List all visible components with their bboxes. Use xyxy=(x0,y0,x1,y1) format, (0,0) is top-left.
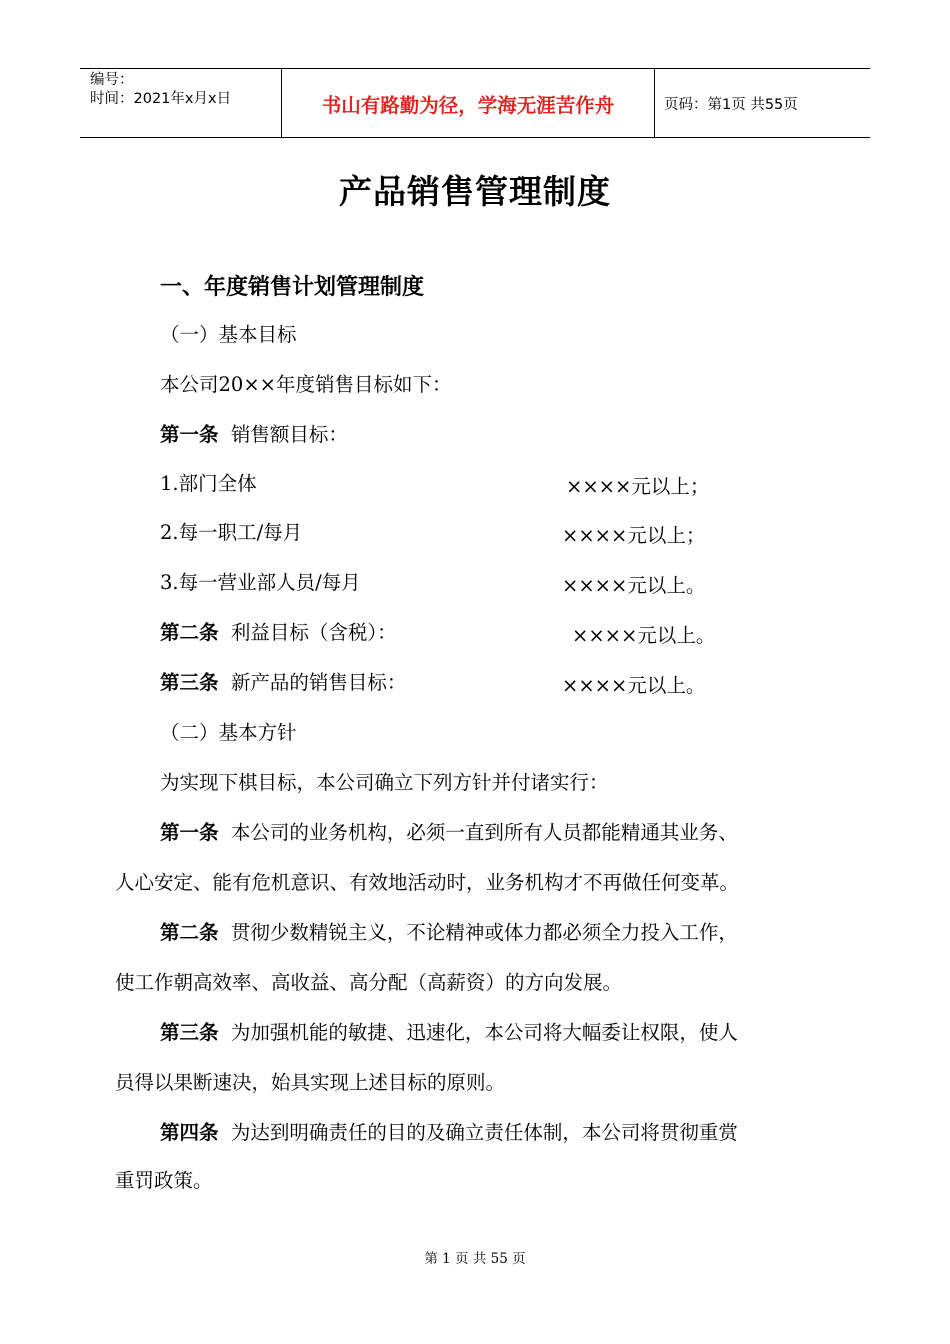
item-right: ××××元以上； xyxy=(562,524,706,547)
article-3-target: ××××元以上。 xyxy=(562,674,706,697)
item-left: 2.每一职工/每月 xyxy=(160,521,303,544)
subsection-heading: （一）基本目标 xyxy=(160,323,297,346)
document-header xyxy=(80,68,870,138)
policy-2-line1 xyxy=(160,920,738,946)
article-text: 新产品的销售目标： xyxy=(230,671,407,694)
article-label: 第一条 xyxy=(160,821,219,844)
policy-3-line2: 员得以果断速决，始具实现上述目标的原则。 xyxy=(115,1071,506,1094)
policy-1-line2: 人心安定、能有危机意识、有效地活动时，业务机构才不再做任何变革。 xyxy=(115,871,740,894)
article-text: 销售额目标： xyxy=(230,423,348,446)
article-label: 第四条 xyxy=(160,1121,219,1144)
subsection-heading: （二）基本方针 xyxy=(160,721,297,744)
header-meta xyxy=(90,71,231,109)
policy-intro: 为实现下棋目标，本公司确立下列方针并付诸实行： xyxy=(160,771,609,794)
article-3 xyxy=(160,670,406,696)
item-left: 3.每一营业部人员/每月 xyxy=(160,571,361,594)
intro-text: 本公司20××年度销售目标如下： xyxy=(160,373,452,396)
article-2 xyxy=(160,620,397,646)
policy-3-line1 xyxy=(160,1020,738,1046)
item-right: ××××元以上。 xyxy=(562,574,706,597)
header-divider xyxy=(654,69,655,137)
article-label: 第三条 xyxy=(160,1021,219,1044)
doc-time: 时间：2021年x月x日 xyxy=(90,91,232,107)
header-motto: 书山有路勤为径，学海无涯苦作舟 xyxy=(321,94,615,117)
article-2-target: ××××元以上。 xyxy=(572,624,716,647)
article-label: 第二条 xyxy=(160,621,219,644)
policy-1-line1 xyxy=(160,820,738,846)
policy-4-line1 xyxy=(160,1120,738,1146)
article-label: 第一条 xyxy=(160,423,219,446)
policy-text: 为加强机能的敏捷、迅速化，本公司将大幅委让权限，使人 xyxy=(230,1021,738,1044)
item-right: ××××元以上； xyxy=(566,475,710,498)
policy-text: 本公司的业务机构，必须一直到所有人员都能精通其业务、 xyxy=(230,821,738,844)
doc-number-label: 编号： xyxy=(90,72,134,88)
policy-4-line2: 重罚政策。 xyxy=(115,1169,213,1192)
page-footer: 第 1 页 共 55 页 xyxy=(424,1251,526,1267)
policy-2-line2: 使工作朝高效率、高收益、高分配（高薪资）的方向发展。 xyxy=(115,971,623,994)
policy-text: 贯彻少数精锐主义，不论精神或体力都必须全力投入工作， xyxy=(230,921,738,944)
section-heading: 一、年度销售计划管理制度 xyxy=(160,274,425,300)
article-text: 利益目标（含税）： xyxy=(230,621,397,644)
document-title: 产品销售管理制度 xyxy=(339,172,611,211)
article-label: 第二条 xyxy=(160,921,219,944)
item-left: 1.部门全体 xyxy=(160,472,257,495)
article-1 xyxy=(160,422,348,448)
article-label: 第三条 xyxy=(160,671,219,694)
policy-text: 为达到明确责任的目的及确立责任体制，本公司将贯彻重赏 xyxy=(230,1121,738,1144)
header-page-info: 页码：第1页 共55页 xyxy=(664,97,798,113)
